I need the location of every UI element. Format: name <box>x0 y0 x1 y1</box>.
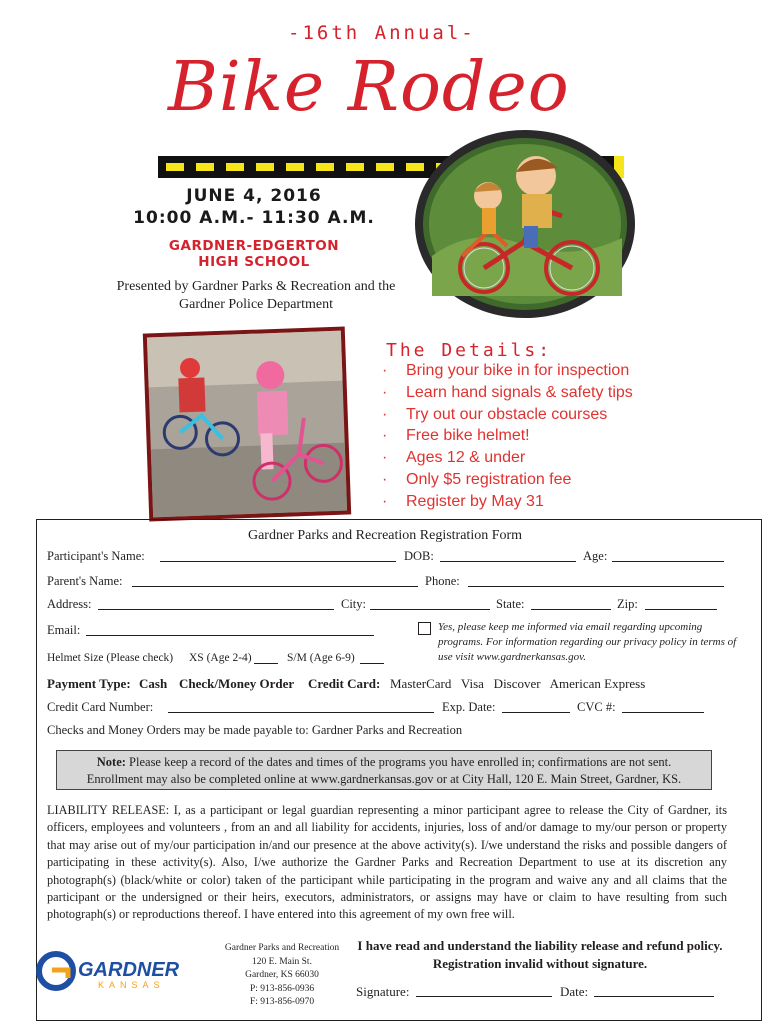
bullet-icon: · <box>382 470 388 488</box>
details-item <box>382 447 633 469</box>
helmet-sm-label: S/M (Age 6-9) <box>287 652 355 664</box>
payment-type-label: Payment Type: <box>47 676 131 691</box>
cc-number-label: Credit Card Number: <box>47 700 154 714</box>
addr-street: 120 E. Main St. <box>252 956 312 967</box>
email-optin-checkbox[interactable] <box>418 622 431 635</box>
details-item-text: Bring your bike in for inspection <box>406 362 630 379</box>
zip-field[interactable] <box>645 599 717 610</box>
age-field[interactable] <box>612 551 724 562</box>
road-dash <box>196 163 214 171</box>
bullet-icon: · <box>382 362 388 379</box>
cvc-field[interactable] <box>622 702 704 713</box>
presented-by: Presented by Gardner Parks & Recreation and the Gardner Police Department <box>116 279 396 312</box>
note-box <box>56 750 712 790</box>
event-title: Bike Rodeo <box>168 48 570 127</box>
bullet-icon: · <box>382 492 388 510</box>
email-optin-text: Yes, please keep me informed via email regarding upcoming programs. For information regarding our privacy policy in terms of use visit www.gardnerkansas.gov. <box>438 621 737 663</box>
road-dash <box>346 163 364 171</box>
payment-credit[interactable]: Credit Card: <box>308 676 381 691</box>
signature-label: Signature: <box>356 984 410 999</box>
kids-on-bikes-illustration <box>412 126 638 326</box>
annual-label: -16th Annual- <box>288 22 476 44</box>
road-dash <box>256 163 274 171</box>
details-item-text: Try out our obstacle courses <box>406 405 608 423</box>
email-field[interactable] <box>86 625 374 636</box>
addr-fax: F: 913-856-0970 <box>249 997 315 1007</box>
form-title: Gardner Parks and Recreation Registration Form <box>247 528 523 543</box>
dob-label: DOB: <box>404 549 434 563</box>
helmet-size-label: Helmet Size (Please check) <box>47 652 174 664</box>
cc-number-field[interactable] <box>168 702 434 713</box>
note-label: Note: <box>96 755 126 769</box>
zip-label: Zip: <box>617 597 638 611</box>
phone-label: Phone: <box>425 574 460 588</box>
state-field[interactable] <box>531 599 611 610</box>
bullet-icon: · <box>382 405 388 423</box>
details-item-text: Register by May 31 <box>406 492 544 510</box>
payment-check[interactable]: Check/Money Order <box>179 676 295 691</box>
kids-riding-bikes-photo <box>140 326 354 522</box>
note-line2: Enrollment may also be completed online at www.gardnerkansas.gov or at City Hall, 120 E. Main Street, Gardner, KS. <box>86 772 682 786</box>
road-dash <box>316 163 334 171</box>
parent-name-label: Parent's Name: <box>47 574 123 588</box>
helmet-xs-label: XS (Age 2-4) <box>189 652 252 664</box>
road-dash <box>166 163 184 171</box>
participant-name-label: Participant's Name: <box>47 549 145 563</box>
credit-card-types: MasterCard Visa Discover American Express <box>390 676 646 691</box>
parent-name-field[interactable] <box>132 576 418 587</box>
details-list <box>382 360 633 513</box>
gardner-logo <box>36 948 212 994</box>
participant-name-field[interactable] <box>160 551 396 562</box>
details-item <box>382 491 633 513</box>
state-label: State: <box>496 597 525 611</box>
helmet-xs-field[interactable] <box>254 653 278 664</box>
footer-address <box>208 942 356 1010</box>
signature-field[interactable] <box>416 986 552 997</box>
bullet-icon: · <box>382 383 388 401</box>
details-item-text: Free bike helmet! <box>406 427 530 445</box>
city-field[interactable] <box>370 599 490 610</box>
exp-date-label: Exp. Date: <box>442 700 496 714</box>
bullet-icon: · <box>382 427 388 445</box>
address-field[interactable] <box>98 599 334 610</box>
details-item <box>382 404 633 426</box>
details-item-text: Only $5 registration fee <box>406 470 572 488</box>
helmet-sm-field[interactable] <box>360 653 384 664</box>
dob-field[interactable] <box>440 551 576 562</box>
payment-cash[interactable]: Cash <box>139 676 168 691</box>
addr-city: Gardner, KS 66030 <box>245 970 319 980</box>
payable-to: Checks and Money Orders may be made payable to: Gardner Parks and Recreation <box>47 723 463 737</box>
exp-date-field[interactable] <box>502 702 570 713</box>
road-dash <box>286 163 304 171</box>
email-label: Email: <box>47 623 81 637</box>
details-item <box>382 382 633 404</box>
date-label: Date: <box>560 984 589 999</box>
city-label: City: <box>341 597 367 611</box>
event-location-line2: HIGH SCHOOL <box>198 254 310 270</box>
logo-subtext: KANSAS <box>98 980 165 990</box>
event-location-line1: GARDNER-EDGERTON <box>168 238 340 254</box>
addr-org: Gardner Parks and Recreation <box>224 943 340 953</box>
acknowledgement: I have read and understand the liability release and refund policy. Registration invalid without signature. <box>357 938 723 971</box>
details-item <box>382 360 633 382</box>
addr-phone: P: 913-856-0936 <box>249 983 315 994</box>
age-label: Age: <box>583 549 608 563</box>
road-dash <box>226 163 244 171</box>
details-item-text: Learn hand signals & safety tips <box>406 383 633 401</box>
details-item <box>382 469 633 491</box>
phone-field[interactable] <box>468 576 724 587</box>
logo-text: GARDNER <box>78 959 180 981</box>
signature-date-field[interactable] <box>594 986 714 997</box>
address-label: Address: <box>47 597 92 611</box>
bullet-icon: · <box>382 449 388 467</box>
event-date: JUNE 4, 2016 <box>186 186 322 206</box>
event-time: 10:00 A.M.- 11:30 A.M. <box>133 208 375 228</box>
cvc-label: CVC #: <box>577 700 616 714</box>
details-item-text: Ages 12 & under <box>406 449 526 467</box>
details-item <box>382 425 633 447</box>
details-heading: The Details: <box>386 340 553 361</box>
liability-release: LIABILITY RELEASE: I, as a participant or legal guardian representing a minor participant agree to release the City of Gardner, its officers, employees and volunteers , from an and all liability for accidents, injuries, loss of and/or damage to my/our person or property that may arise out of my/our participation in/and our presence at the above activity(s). I/we understand the risks and possible dangers of participating in these activity(s). Also, I/we authorize the Gardner Parks and Recreation Department to use at its discretion any photograph(s) (black/white or color) taken of the participant while participating in the program and waive any and all claims that the participant or the undersigned or their heirs, executors, administrators, or assigns may have or claim to have resulting from such photograph(s) or reproductions thereof. I have entered into this agreement of my own free will. <box>47 803 727 922</box>
road-dash <box>376 163 394 171</box>
note-line1: Please keep a record of the dates and times of the programs you have enrolled in; confirmations are not sent. <box>129 755 672 769</box>
